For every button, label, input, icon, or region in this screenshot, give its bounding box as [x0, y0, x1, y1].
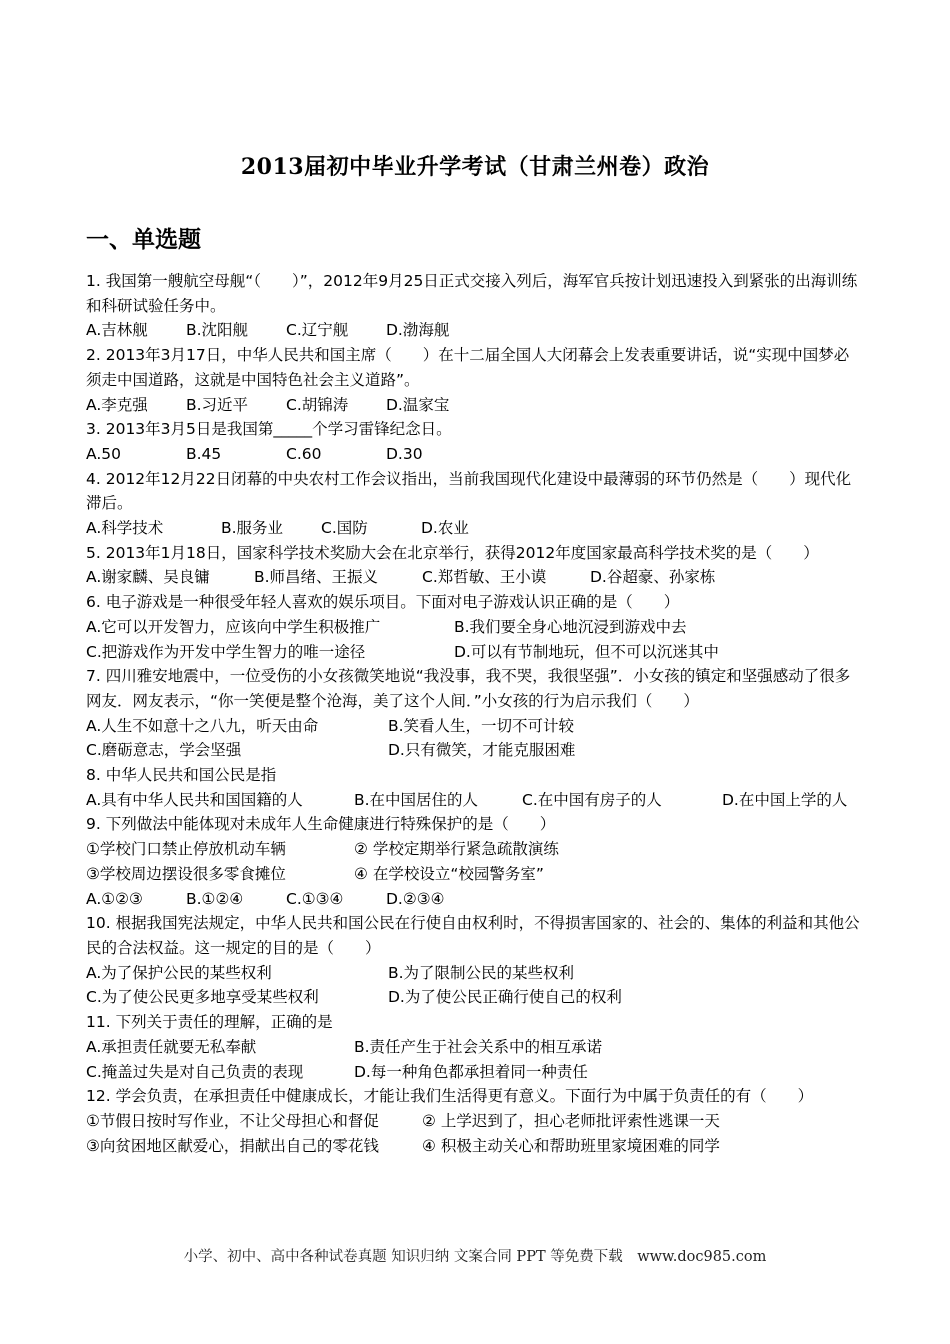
question-3: 3. 2013年3月5日是我国第_____个学习雷锋纪念日。 — [86, 420, 452, 439]
question-8: 8. 中华人民共和国公民是指 — [86, 766, 277, 785]
question-11-options-row1 — [86, 1035, 864, 1060]
question-9-options — [86, 887, 864, 912]
page-footer: 小学、初中、高中各种试卷真题 知识归纳 文案合同 PPT 等免费下载 www.doc985.com — [183, 1249, 767, 1265]
option-c: C.60 — [286, 444, 322, 463]
question-2-options — [86, 393, 864, 418]
option-b: B.为了限制公民的某些权利 — [388, 963, 575, 982]
option-c: C.磨砺意志，学会坚强 — [86, 741, 242, 760]
option-a: A.承担责任就要无私奉献 — [86, 1037, 257, 1056]
question-9: 9. 下列做法中能体现对未成年人生命健康进行特殊保护的是（ ） — [86, 815, 556, 834]
question-4-options — [86, 516, 864, 541]
question-4: 4. 2012年12月22日闭幕的中央农村工作会议指出，当前我国现代化建设中最薄弱的环节仍然是（ ）现代化滞后。 — [86, 469, 852, 513]
item-4: ④ 积极主动关心和帮助班里家境困难的同学 — [422, 1136, 720, 1155]
option-d: D.可以有节制地玩，但不可以沉迷其中 — [454, 642, 719, 661]
option-c: C.把游戏作为开发中学生智力的唯一途径 — [86, 642, 366, 661]
item-1: ①节假日按时写作业，不让父母担心和督促 — [86, 1111, 379, 1130]
option-b: B.我们要全身心地沉浸到游戏中去 — [454, 617, 687, 636]
question-1-options — [86, 318, 864, 343]
option-a: A.科学技术 — [86, 519, 164, 538]
option-d: D.农业 — [421, 519, 469, 538]
option-d: D.②③④ — [386, 889, 445, 908]
question-12-items-row1 — [86, 1109, 864, 1134]
question-7-options-row2 — [86, 738, 864, 763]
section-title: 一、单选题 — [86, 226, 201, 253]
option-c: C.郑哲敏、王小谟 — [422, 568, 547, 587]
option-b: B.习近平 — [186, 395, 249, 414]
option-d: D.为了使公民正确行使自己的权利 — [388, 988, 622, 1007]
option-c: C.国防 — [321, 519, 368, 538]
option-b: B.45 — [186, 444, 222, 463]
option-a: A.人生不如意十之八九，听天由命 — [86, 716, 319, 735]
option-b: B.①②④ — [186, 889, 244, 908]
option-a: A.李克强 — [86, 395, 148, 414]
question-list — [86, 269, 864, 1158]
option-c: C.为了使公民更多地享受某些权利 — [86, 988, 319, 1007]
item-3: ③向贫困地区献爱心，捐献出自己的零花钱 — [86, 1136, 379, 1155]
option-d: D.每一种角色都承担着同一种责任 — [354, 1062, 588, 1081]
question-3-options — [86, 442, 864, 467]
option-c: C.在中国有房子的人 — [522, 790, 662, 809]
question-12-items-row2 — [86, 1134, 864, 1159]
question-6: 6. 电子游戏是一种很受年轻人喜欢的娱乐项目。下面对电子游戏认识正确的是（ ） — [86, 593, 680, 612]
question-10-options-row2 — [86, 985, 864, 1010]
question-10-options-row1 — [86, 961, 864, 986]
question-9-items-row2 — [86, 862, 864, 887]
item-3: ③学校周边摆设很多零食摊位 — [86, 864, 286, 883]
option-a: A.具有中华人民共和国国籍的人 — [86, 790, 303, 809]
question-11-options-row2 — [86, 1060, 864, 1085]
question-7: 7. 四川雅安地震中，一位受伤的小女孩微笑地说“我没事，我不哭，我很坚强”．小女孩的镇定和坚强感动了很多网友．网友表示，“你一笑便是整个沧海，美了这个人间．”小女孩的行为启示我们（ ） — [86, 667, 851, 710]
option-a: A.谢家麟、吴良镛 — [86, 568, 210, 587]
question-5: 5. 2013年1月18日，国家科学技术奖励大会在北京举行，获得2012年度国家最高科学技术奖的是（ ） — [86, 543, 819, 562]
option-d: D.30 — [386, 444, 423, 463]
question-6-options-row1 — [86, 615, 864, 640]
item-4: ④ 在学校设立“校园警务室” — [354, 864, 544, 883]
question-12: 12. 学会负责，在承担责任中健康成长，才能让我们生活得更有意义。下面行为中属于负责任的有（ ） — [86, 1087, 814, 1106]
option-d: D.渤海舰 — [386, 321, 450, 340]
question-8-options — [86, 788, 864, 813]
question-10: 10. 根据我国宪法规定，中华人民共和国公民在行使自由权利时，不得损害国家的、社会的、集体的利益和其他公民的合法权益。这一规定的目的是（ ） — [86, 914, 860, 957]
question-9-items-row1 — [86, 837, 864, 862]
option-d: D.谷超豪、孙家栋 — [590, 568, 716, 587]
option-b: B.师昌绪、王振义 — [254, 568, 379, 587]
option-a: A.为了保护公民的某些权利 — [86, 963, 272, 982]
option-d: D.在中国上学的人 — [722, 790, 848, 809]
question-5-options — [86, 565, 864, 590]
option-c: C.掩盖过失是对自己负责的表现 — [86, 1062, 304, 1081]
question-7-options-row1 — [86, 714, 864, 739]
question-2: 2. 2013年3月17日，中华人民共和国主席（ ）在十二届全国人大闭幕会上发表重要讲话，说“实现中国梦必须走中国道路，这就是中国特色社会主义道路”。 — [86, 346, 850, 389]
option-b: B.在中国居住的人 — [354, 790, 479, 809]
item-2: ② 上学迟到了，担心老师批评索性逃课一天 — [422, 1111, 720, 1130]
option-d: D.温家宝 — [386, 395, 450, 414]
option-c: C.①③④ — [286, 889, 344, 908]
option-a: A.吉林舰 — [86, 321, 148, 340]
option-b: B.沈阳舰 — [186, 321, 249, 340]
option-a: A.①②③ — [86, 889, 143, 908]
item-2: ② 学校定期举行紧急疏散演练 — [354, 840, 559, 859]
question-6-options-row2 — [86, 640, 864, 665]
page-title: 2013届初中毕业升学考试（甘肃兰州卷）政治 — [240, 154, 710, 180]
option-d: D.只有微笑，才能克服困难 — [388, 741, 576, 760]
question-1: 1. 我国第一艘航空母舰“（ ）”，2012年9月25日正式交接入列后，海军官兵按计划迅速投入到紧张的出海训练和科研试验任务中。 — [86, 272, 858, 315]
option-b: B.笑看人生，一切不可计较 — [388, 716, 575, 735]
option-b: B.责任产生于社会关系中的相互承诺 — [354, 1037, 603, 1056]
option-c: C.胡锦涛 — [286, 395, 349, 414]
item-1: ①学校门口禁止停放机动车辆 — [86, 840, 286, 859]
option-b: B.服务业 — [221, 519, 284, 538]
option-a: A.50 — [86, 444, 121, 463]
option-a: A.它可以开发智力，应该向中学生积极推广 — [86, 617, 381, 636]
option-c: C.辽宁舰 — [286, 321, 349, 340]
question-11: 11. 下列关于责任的理解，正确的是 — [86, 1013, 333, 1032]
